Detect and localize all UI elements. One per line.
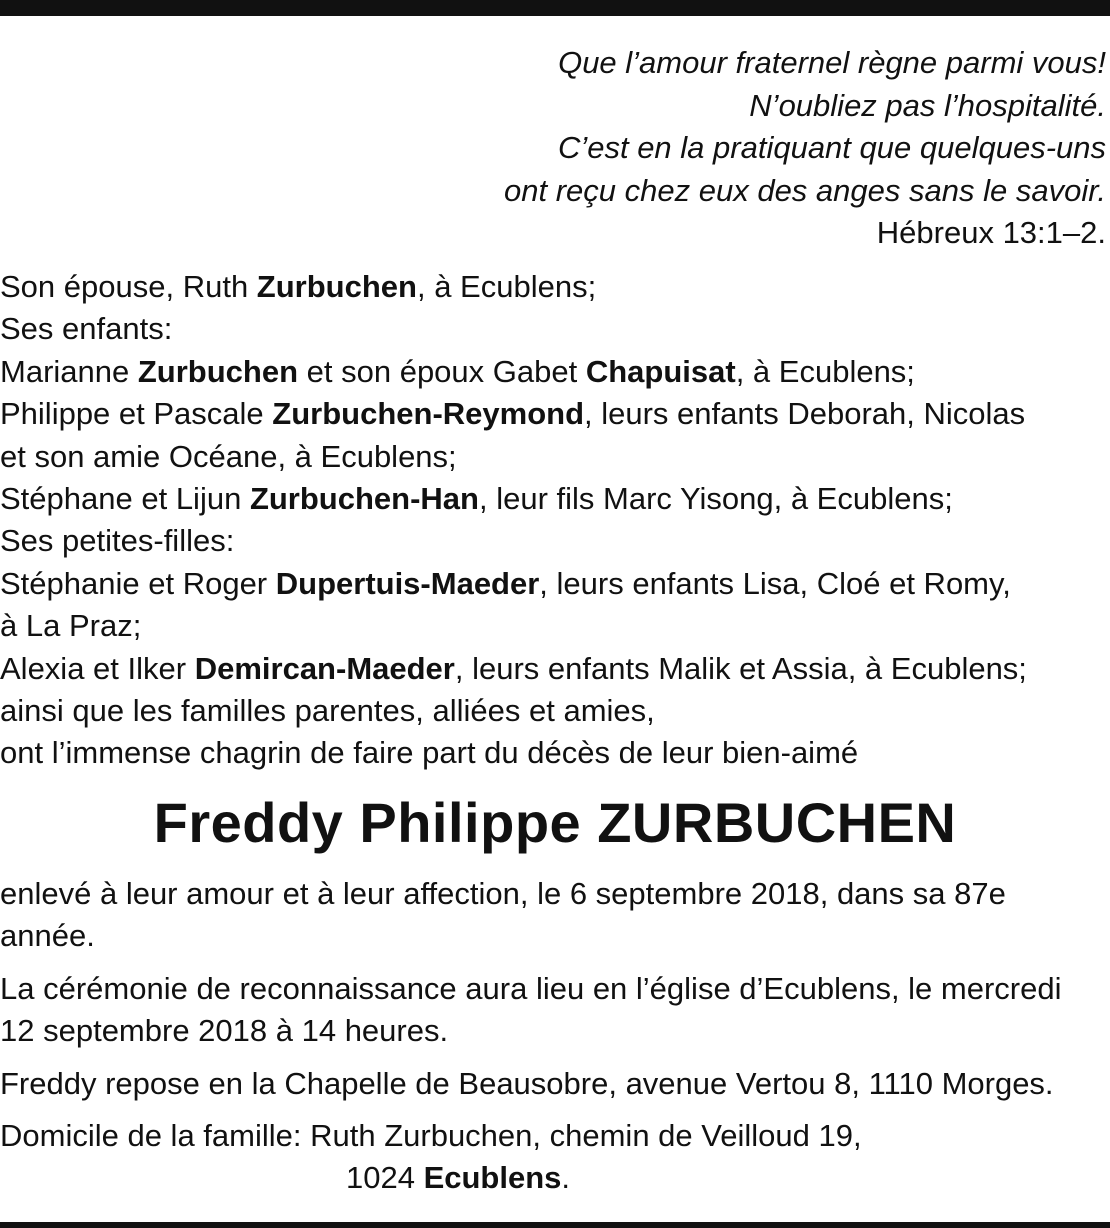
ceremony-line: 12 septembre 2018 à 14 heures. bbox=[0, 1013, 449, 1049]
grandchildren-heading: Ses petites-filles: bbox=[0, 523, 235, 559]
text: Philippe et Pascale bbox=[0, 396, 273, 432]
grandchild-line bbox=[0, 563, 1110, 605]
postcode: 1024 bbox=[346, 1160, 424, 1196]
child-line bbox=[0, 351, 1110, 393]
surname: Zurbuchen bbox=[256, 269, 417, 304]
city: Ecublens bbox=[423, 1160, 562, 1196]
epigraph-line: N’oubliez pas l’hospitalité. bbox=[749, 87, 1106, 123]
announcement-line: ont l’immense chagrin de faire part du décès de leur bien-aimé bbox=[0, 735, 859, 771]
death-notice bbox=[0, 873, 1110, 958]
death-notice-line: année. bbox=[0, 918, 95, 954]
others-line: ainsi que les familles parentes, alliées et amies, bbox=[0, 693, 655, 729]
epigraph-line: C’est en la pratiquant que quelques-uns bbox=[557, 130, 1106, 166]
surname: Dupertuis-Maeder bbox=[275, 565, 540, 601]
text: , à Ecublens; bbox=[416, 269, 597, 304]
epigraph-reference: Hébreux 13:1–2. bbox=[876, 215, 1106, 251]
text: , à Ecublens; bbox=[735, 353, 915, 389]
ceremony-info bbox=[0, 968, 1110, 1053]
text: . bbox=[561, 1160, 571, 1196]
child-line bbox=[0, 393, 1110, 435]
text: Stéphane et Lijun bbox=[0, 481, 250, 517]
epigraph-line: Que l’amour fraternel règne parmi vous! bbox=[558, 45, 1106, 80]
text: Alexia et Ilker bbox=[0, 650, 195, 686]
text: Stéphanie et Roger bbox=[0, 565, 276, 601]
child-line bbox=[0, 478, 1110, 520]
surname: Chapuisat bbox=[585, 353, 736, 389]
text: , leur fils Marc Yisong, à Ecublens; bbox=[479, 481, 953, 517]
surname: Zurbuchen bbox=[137, 353, 299, 389]
text: et son époux Gabet bbox=[298, 353, 586, 389]
child-line-continued: et son amie Océane, à Ecublens; bbox=[0, 438, 457, 474]
rest-info: Freddy repose en la Chapelle de Beausobre, avenue Vertou 8, 1110 Morges. bbox=[0, 1065, 1054, 1101]
children-heading: Ses enfants: bbox=[0, 311, 173, 347]
surname: Zurbuchen-Han bbox=[249, 481, 479, 517]
text: , leurs enfants Malik et Assia, à Ecublens; bbox=[454, 650, 1027, 686]
ceremony-line: La cérémonie de reconnaissance aura lieu en l’église d’Ecublens, le mercredi bbox=[0, 970, 1062, 1006]
epigraph bbox=[346, 42, 1106, 255]
notice-details bbox=[0, 873, 1110, 1210]
bottom-rule bbox=[0, 1222, 1110, 1228]
family-list bbox=[0, 266, 1110, 775]
domicile-address bbox=[0, 1160, 570, 1195]
text: Marianne bbox=[0, 353, 138, 389]
text: Son épouse, Ruth bbox=[0, 269, 257, 304]
surname: Demircan-Maeder bbox=[194, 650, 455, 686]
epigraph-line: ont reçu chez eux des anges sans le savoir. bbox=[504, 172, 1106, 208]
deceased-name: Freddy Philippe ZURBUCHEN bbox=[153, 791, 957, 854]
surname: Zurbuchen-Reymond bbox=[272, 396, 585, 432]
domicile-info bbox=[0, 1115, 1110, 1200]
death-notice-line: enlevé à leur amour et à leur affection, le 6 septembre 2018, dans sa 87e bbox=[0, 876, 1006, 911]
grandchild-line bbox=[0, 648, 1110, 690]
top-rule bbox=[0, 0, 1110, 16]
domicile-line: Domicile de la famille: Ruth Zurbuchen, chemin de Veilloud 19, bbox=[0, 1118, 862, 1154]
spouse-line bbox=[0, 266, 1110, 308]
text: , leurs enfants Deborah, Nicolas bbox=[584, 396, 1026, 432]
grandchild-line-continued: à La Praz; bbox=[0, 608, 142, 644]
text: , leurs enfants Lisa, Cloé et Romy, bbox=[539, 565, 1011, 601]
